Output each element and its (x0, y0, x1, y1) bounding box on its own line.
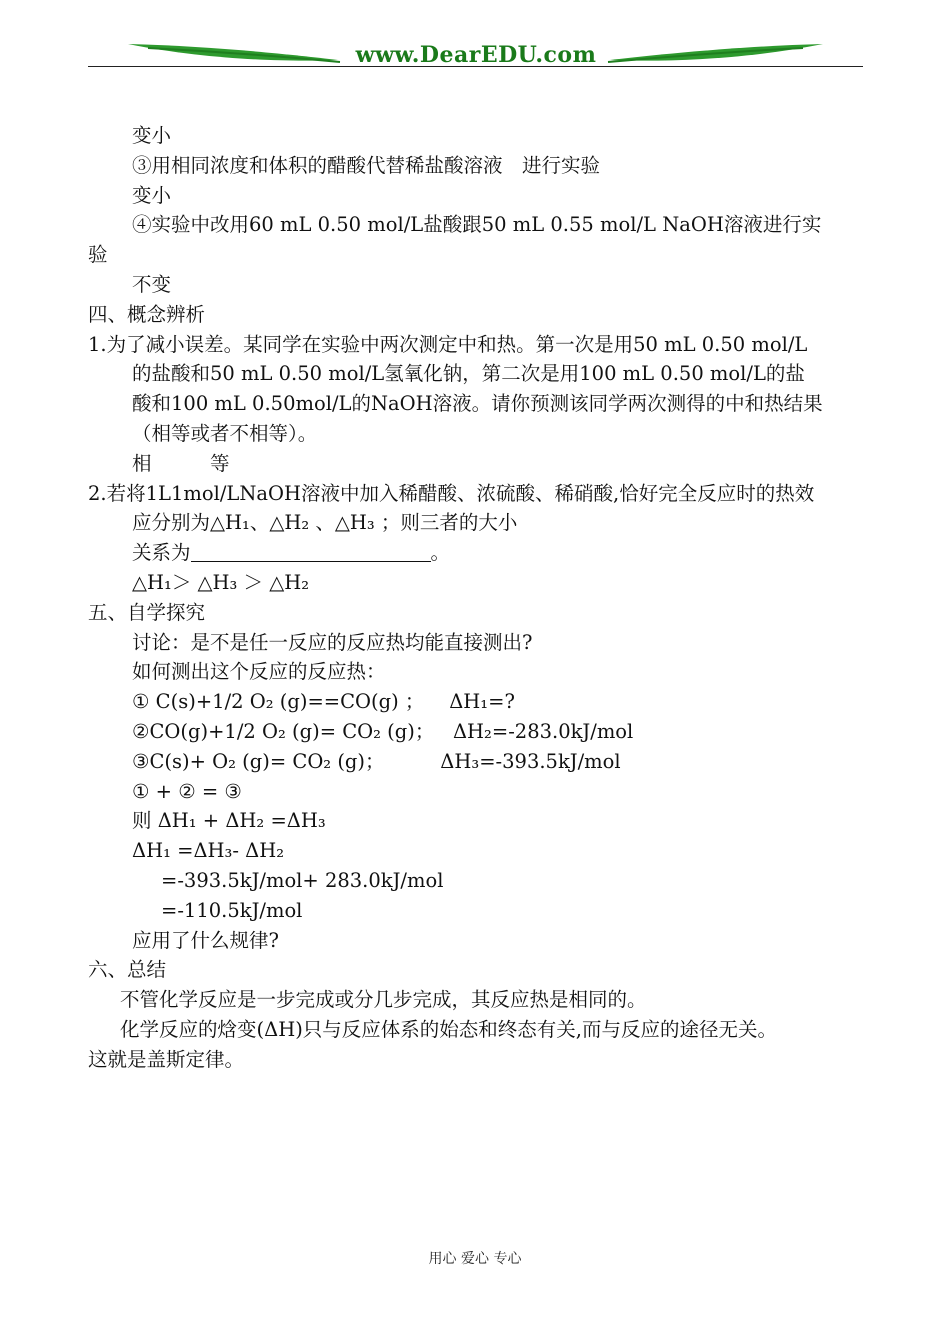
line-text: ②CO(g)+1/2 O₂ (g)= CO₂ (g)； ΔH₂=-283.0kJ/mol (132, 719, 634, 743)
line-text: 不变 (132, 272, 172, 296)
text-line (88, 717, 863, 747)
line-text: △H₁＞ △H₃ ＞ △H₂ (132, 570, 310, 594)
line-text: 2.若将1L1mol/LNaOH溶液中加入稀醋酸、浓硫酸、稀硝酸,恰好完全反应时的热效 (88, 481, 815, 505)
line-text: 相 等 (132, 451, 230, 475)
line-text: 应用了什么规律? (132, 928, 279, 952)
line-text: 化学反应的焓变(ΔH)只与反应体系的始态和终态有关,而与反应的途径无关。 (120, 1017, 778, 1041)
line-text: ③用相同浓度和体积的醋酸代替稀盐酸溶液 进行实验 (132, 153, 601, 177)
line-text: 应分别为△H₁、△H₂ 、△H₃ ；则三者的大小 (132, 511, 518, 535)
text-line (88, 657, 863, 687)
text-line (88, 1045, 863, 1075)
line-text: 的盐酸和50 mL 0.50 mol/L氢氧化钠，第二次是用100 mL 0.50 mol/L的盐 (132, 362, 805, 386)
text-line (88, 181, 863, 211)
text-line (88, 389, 863, 419)
text-line (88, 866, 863, 896)
text-line (88, 359, 863, 389)
site-logo: www.DearEDU.com (355, 42, 597, 68)
line-text: 讨论：是不是任一反应的反应热均能直接测出? (132, 630, 533, 654)
text-line (88, 330, 863, 360)
line-text: 六、总结 (88, 958, 167, 982)
text-line (88, 1015, 863, 1045)
text-line (88, 955, 863, 985)
line-text: 四、概念辨析 (88, 302, 206, 326)
text-line (88, 479, 863, 509)
text-line (88, 985, 863, 1015)
text-line (88, 538, 863, 568)
page-footer: 用心 爱心 专心 (428, 1251, 522, 1267)
line-text: ① C(s)+1/2 O₂ (g)==CO(g) ； ΔH₁=? (132, 690, 515, 714)
text-line (88, 240, 863, 270)
text-line (88, 598, 863, 628)
line-text: 五、自学探究 (88, 600, 206, 624)
line-text: 1.为了减小误差。某同学在实验中两次测定中和热。第一次是用50 mL 0.50 mol/L (88, 332, 808, 356)
text-line (88, 777, 863, 807)
text-line (88, 926, 863, 956)
line-text: ΔH₁ =ΔH₃- ΔH₂ (132, 839, 285, 863)
line-text: 这就是盖斯定律。 (88, 1047, 245, 1071)
text-line (88, 449, 863, 479)
line-text: 关系为 (132, 541, 191, 565)
answer-blank (191, 541, 431, 562)
header-rule (88, 66, 863, 67)
line-text: 验 (88, 243, 108, 267)
text-line (88, 419, 863, 449)
text-line (88, 836, 863, 866)
text-line (88, 806, 863, 836)
text-line (88, 568, 863, 598)
line-text: ④实验中改用60 mL 0.50 mol/L盐酸跟50 mL 0.55 mol/L NaOH溶液进行实 (132, 213, 822, 237)
line-text: （相等或者不相等）。 (132, 421, 318, 445)
line-text-after: 。 (430, 541, 451, 565)
text-line (88, 270, 863, 300)
line-text: 变小 (132, 183, 172, 207)
text-line (88, 687, 863, 717)
text-line (88, 896, 863, 926)
line-text: 不管化学反应是一步完成或分几步完成，其反应热是相同的。 (120, 988, 647, 1012)
line-text: 变小 (132, 124, 172, 147)
text-line (88, 747, 863, 777)
line-text: ③C(s)+ O₂ (g)= CO₂ (g)； ΔH₃=-393.5kJ/mol (132, 749, 621, 773)
document-body (88, 121, 863, 1075)
line-text: 酸和100 mL 0.50mol/L的NaOH溶液。请你预测该同学两次测得的中和热结果 (132, 392, 823, 416)
line-text: 则 ΔH₁ + ΔH₂ =ΔH₃ (132, 809, 326, 833)
text-line (88, 300, 863, 330)
line-text: 如何测出这个反应的反应热： (132, 660, 386, 684)
text-line (88, 508, 863, 538)
line-text: =-393.5kJ/mol+ 283.0kJ/mol (161, 868, 444, 892)
text-line (88, 210, 863, 240)
line-text: ① + ② = ③ (132, 779, 242, 803)
text-line (88, 151, 863, 181)
line-text: =-110.5kJ/mol (161, 898, 303, 922)
text-line (88, 121, 863, 151)
text-line (88, 628, 863, 658)
